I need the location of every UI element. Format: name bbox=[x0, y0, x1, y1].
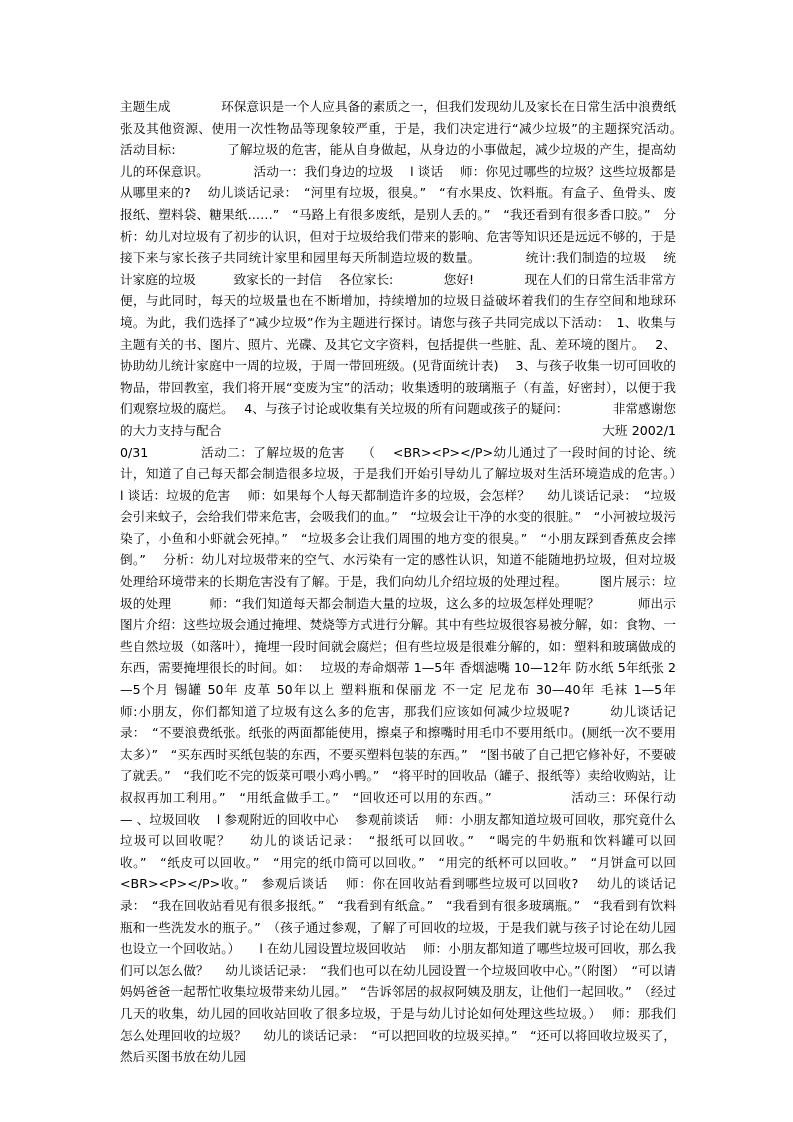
body-paragraph: 主题生成 环保意识是一个人应具备的素质之一，但我们发现幼儿及家长在日常生活中浪费纸张及其他资源、使用一次性物品等现象较严重，于是，我们决定进行“减少垃圾”的主题探究活动。 活动目标: 了解垃圾的危害，能从自身做起，从身边的小事做起，减少垃圾的产生，提高幼儿的环保意识。 活动一：我们身边的垃圾 l 谈话 师：你见过哪些的垃圾？这些垃圾都是从哪里来的? 幼儿谈话记录： “河里有垃圾，很臭。” “有水果皮、饮料瓶。有盒子、鱼骨头、废报纸、塑料袋、糖果纸……” “马路上有很多废纸，是别人丢的。” “我还看到有很多香口胶。” 分析：幼儿对垃圾有了初步的认识，但对于垃圾给我们带来的影响、危害等知识还是远远不够的，于是接下来与家长孩子共同统计家里和园里每天所制造垃圾的数量。 统计:我们制造的垃圾 统计家庭的垃圾 致家长的一封信 各位家长: 您好! 现在人们的日常生活非常方便，与此同时，每天的垃圾量也在不断增加，持续增加的垃圾日益破坏着我们的生存空间和地球环境。为此，我们选择了“减少垃圾”作为主题进行探讨。请您与孩子共同完成以下活动： 1、收集与主题有关的书、图片、照片、光碟、及其它文字资料，包括提供一些脏、乱、差环境的图片。 2、协助幼儿统计家庭中一周的垃圾，于周一带回班级。(见背面统计表) 3、与孩子收集一切可回收的物品，带回教室，我们将开展“变废为宝”的活动；收集透明的玻璃瓶子（有盖，好密封），以便于我们观察垃圾的腐烂。 4、与孩子讨论或收集有关垃圾的所有问题或孩子的疑问： 非常感谢您的大力支持与配合 大班 2002/10/31 活动二：了解垃圾的危害 （ <BR><P></P>幼儿通过了一段时间的讨论、统计，知道了自己每天都会制造很多垃圾，于是我们开始引导幼儿了解垃圾对生活环境造成的危害。） l 谈话：垃圾的危害 师：如果每个人每天都制造许多的垃圾，会怎样？ 幼儿谈话记录： “垃圾会引来蚊子，会给我们带来危害，会吸我们的血。” “垃圾会让干净的水变的很脏。” “小河被垃圾污染了，小鱼和小虾就会死掉。” “垃圾多会让我们周围的地方变的很臭。” “小朋友踩到香蕉皮会摔倒。” 分析：幼儿对垃圾带来的空气、水污染有一定的感性认识，知道不能随地扔垃圾，但对垃圾处理给环境带来的长期危害没有了解。于是，我们向幼儿介绍垃圾的处理过程。 图片展示：垃圾的处理 师：“我们知道每天都会制造大量的垃圾，这么多的垃圾怎样处理呢？ 师出示图片介绍：这些垃圾会通过掩埋、焚烧等方式进行分解。其中有些垃圾很容易被分解，如：食物、一些自然垃圾（如落叶），掩埋一段时间就会腐烂；但有些垃圾是很难分解的，如：塑料和玻璃做成的东西，需要掩埋很长的时间。如： 垃圾的寿命烟蒂 1—5年 香烟滤嘴 10—12年 防水纸 5年纸张 2—5个月 锡罐 50年 皮革 50年以上 塑料瓶和保丽龙 不一定 尼龙布 30—40年 毛袜 1—5年 师:小朋友，你们都知道了垃圾有这么多的危害，那我们应该如何减少垃圾呢? 幼儿谈话记录： “不要浪费纸张。纸张的两面都能使用，擦桌子和擦嘴时用毛巾不要用纸巾。(厕纸一次不要用太多）” “买东西时买纸包装的东西，不要买塑料包装的东西。” “图书破了自己把它修补好，不要破了就丢。” “我们吃不完的饭菜可喂小鸡小鸭。” “将平时的回收品（罐子、报纸等）卖给收购站，让叔叔再加工利用。” “用纸盒做手工。” “回收还可以用的东西。” 活动三：环保行动 — 、垃圾回收 l 参观附近的回收中心 参观前谈话 师：小朋友都知道垃圾可回收，那究竟什么垃圾可以回收呢？ 幼儿的谈话记录： “报纸可以回收。” “喝完的牛奶瓶和饮料罐可以回收。” “纸皮可以回收。” “用完的纸巾筒可以回收。” “用完的纸杯可以回收。” “月饼盒可以回 <BR><P></P>收。” 参观后谈话 师：你在回收站看到哪些垃圾可以回收? 幼儿的谈话记录： “我在回收站看见有很多报纸。” “我看到有纸盒。” “我看到有很多玻璃瓶。” “我看到有饮料瓶和一些洗发水的瓶子。” （孩子通过参观，了解了可回收的垃圾，于是我们就与孩子讨论在幼儿园也设立一个回收站。） l 在幼儿园设置垃圾回收站 师：小朋友都知道了哪些垃圾可回收，那么我们可以怎么做？ 幼儿谈话记录： “我们也可以在幼儿园设置一个垃圾回收中心。”（附图） “可以请妈妈爸爸一起帮忙收集垃圾带来幼儿园。” “告诉邻居的叔叔阿姨及朋友，让他们一起回收。” （经过几天的收集，幼儿园的回收站回收了很多垃圾，于是与幼儿讨论如何处理这些垃圾。） 师：那我们怎么处理回收的垃圾？ 幼儿的谈话记录： “可以把回收的垃圾买掉。” “还可以将回收垃圾买了，然后买图书放在幼儿园 bbox=[120, 99, 714, 1065]
document-body bbox=[120, 96, 714, 1068]
